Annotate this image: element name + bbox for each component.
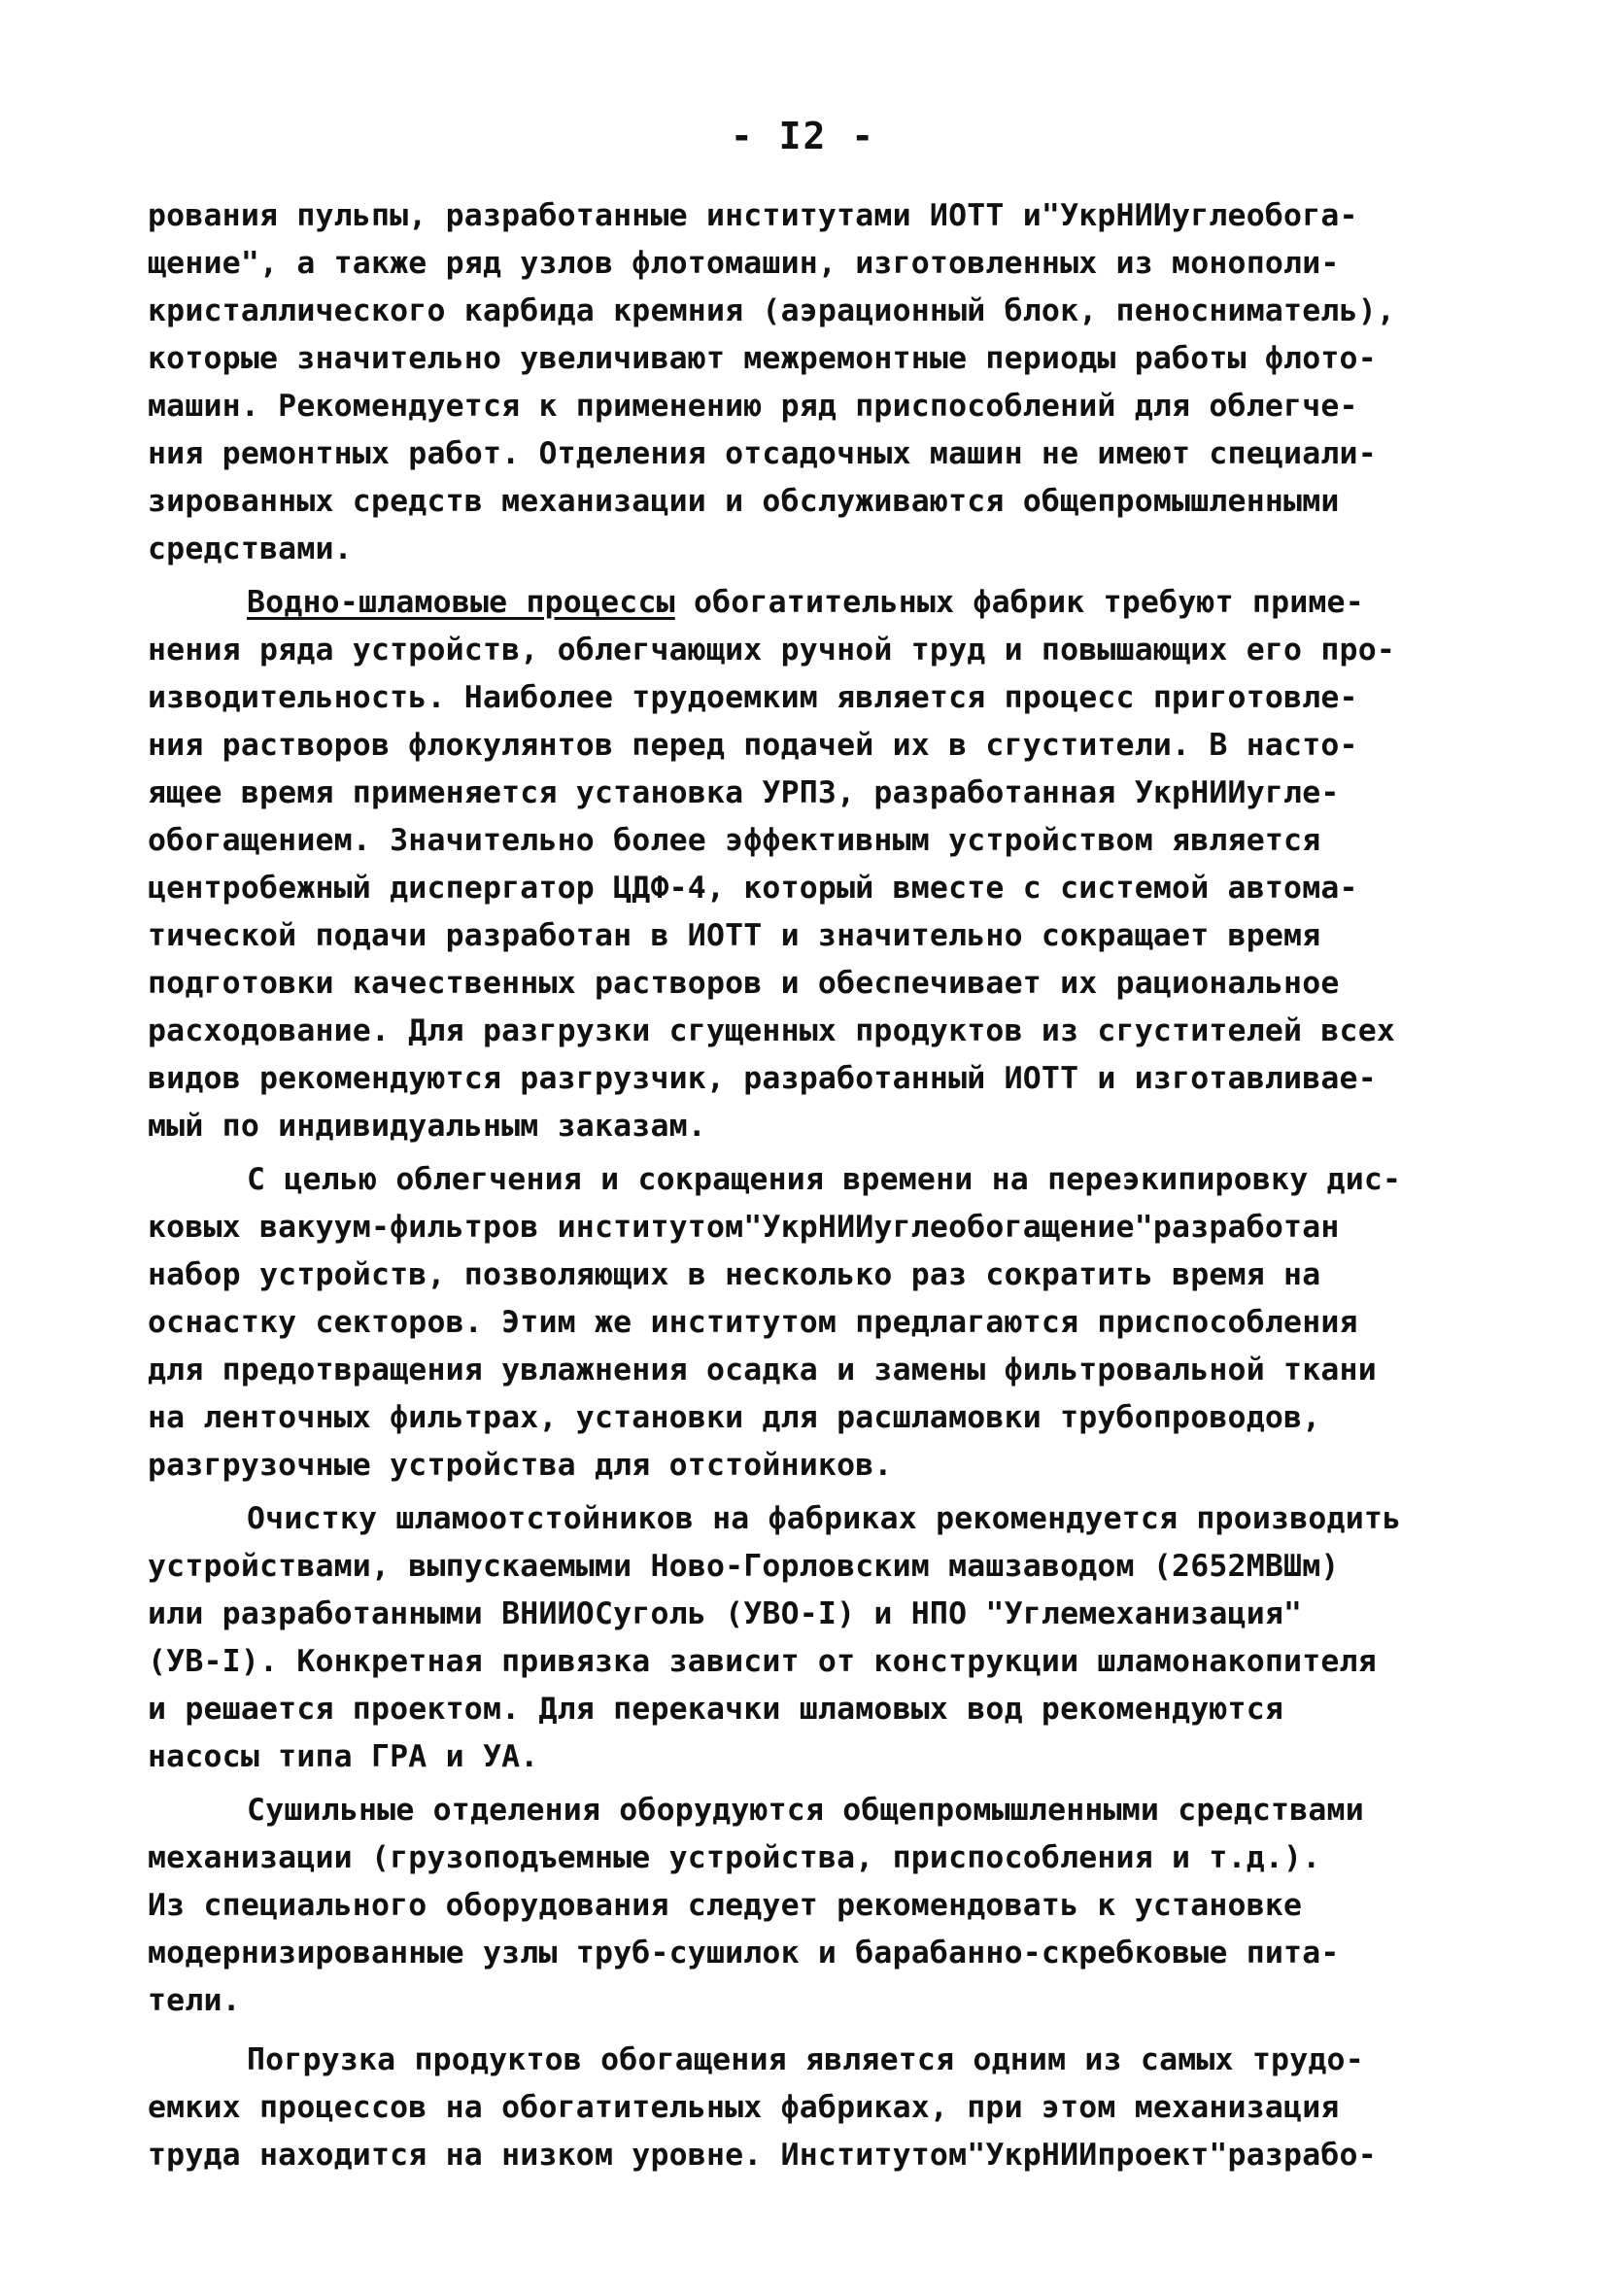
text-line: центробежный диспергатор ЦДФ-4, который вместе с системой автома- <box>148 871 1358 906</box>
text-line: видов рекомендуются разгрузчик, разработанный ИОТТ и изготавливае- <box>148 1061 1377 1096</box>
text-line: тели. <box>148 1983 241 2018</box>
text-line: (УВ-I). Конкретная привязка зависит от конструкции шламонакопителя <box>148 1644 1377 1679</box>
paragraph-continuation <box>148 192 1469 573</box>
text-line: зированных средств механизации и обслуживаются общепромышленными <box>148 484 1340 519</box>
text-line: ящее время применяется установка УРПЗ, разработанная УкрНИИугле- <box>148 775 1340 810</box>
text-line <box>148 579 1469 627</box>
text-line: Из специального оборудования следует рекомендовать к установке <box>148 1888 1303 1923</box>
text-line: изводительность. Наиболее трудоемким является процесс приготовле- <box>148 680 1358 715</box>
text-line: труда находится на низком уровне. Институтом"УкрНИИпроект"разрабо- <box>148 2138 1377 2173</box>
text-line: ковых вакуум-фильтров институтом"УкрНИИуглеобогащение"разработан <box>148 1210 1340 1245</box>
text-line: для предотвращения увлажнения осадка и замены фильтровальной ткани <box>148 1353 1377 1388</box>
text-line: Очистку шламоотстойников на фабриках рекомендуется производить <box>247 1501 1402 1536</box>
text-line: рования пульпы, разработанные институтами ИОТТ и"УкрНИИуглеобога- <box>148 198 1358 233</box>
paragraph-sludge-ponds <box>148 1495 1469 1781</box>
paragraph-drying <box>148 1787 1469 2025</box>
text-line: Погрузка продуктов обогащения является одним из самых трудо- <box>247 2042 1364 2077</box>
paragraph-vacuum-filters <box>148 1156 1469 1490</box>
page-number: - I2 - <box>730 115 876 157</box>
paragraph-water-slurry <box>148 579 1469 1150</box>
text-line: которые значительно увеличивают межремонтные периоды работы флото- <box>148 341 1377 376</box>
text-line: или разработанными ВНИИОСуголь (УВО-I) и НПО "Углемеханизация" <box>148 1596 1303 1631</box>
text-line: нения ряда устройств, облегчающих ручной труд и повышающих его про- <box>148 633 1396 668</box>
text-line: ния растворов флокулянтов перед подачей их в сгустители. В насто- <box>148 728 1358 763</box>
text-line: модернизированные узлы труб-сушилок и барабанно-скребковые пита- <box>148 1936 1340 1970</box>
text-span: обогатительных фабрик требуют приме- <box>674 585 1364 620</box>
text-line: мый по индивидуальным заказам. <box>148 1109 706 1144</box>
text-line: ния ремонтных работ. Отделения отсадочных машин не имеют специали- <box>148 436 1377 471</box>
text-line: оснастку секторов. Этим же институтом предлагаются приспособления <box>148 1305 1358 1340</box>
body-text <box>148 192 1469 2179</box>
text-line: устройствами, выпускаемыми Ново-Горловским машзаводом (2652МВШм) <box>148 1549 1340 1584</box>
text-line: разгрузочные устройства для отстойников. <box>148 1448 893 1483</box>
text-line: подготовки качественных растворов и обеспечивает их рациональное <box>148 966 1340 1001</box>
text-line: кристаллического карбида кремния (аэрационный блок, пеносниматель), <box>148 293 1396 328</box>
text-line: обогащением. Значительно более эффективным устройством является <box>148 823 1321 858</box>
text-line: механизации (грузоподъемные устройства, приспособления и т.д.). <box>148 1840 1321 1875</box>
text-line: С целью облегчения и сокращения времени на переэкипировку дис- <box>247 1162 1402 1197</box>
text-line: средствами. <box>148 531 353 566</box>
text-line: и решается проектом. Для перекачки шламовых вод рекомендуются <box>148 1692 1284 1727</box>
paragraph-loading <box>148 2037 1469 2179</box>
section-emphasis: Водно-шламовые процессы <box>247 585 675 620</box>
text-line: Сушильные отделения оборудуются общепромышленными средствами <box>247 1793 1364 1828</box>
text-line: тической подачи разработан в ИОТТ и значительно сокращает время <box>148 918 1321 953</box>
text-line: на ленточных фильтрах, установки для расшламовки трубопроводов, <box>148 1400 1321 1435</box>
text-line: расходование. Для разгрузки сгущенных продуктов из сгустителей всех <box>148 1013 1396 1048</box>
text-line: щение", а также ряд узлов флотомашин, изготовленных из монополи- <box>148 246 1340 281</box>
text-line: набор устройств, позволяющих в несколько раз сократить время на <box>148 1257 1321 1292</box>
text-line: насосы типа ГРА и УА. <box>148 1739 539 1774</box>
text-line: машин. Рекомендуется к применению ряд приспособлений для облегче- <box>148 389 1358 424</box>
text-line: емких процессов на обогатительных фабриках, при этом механизация <box>148 2090 1340 2125</box>
